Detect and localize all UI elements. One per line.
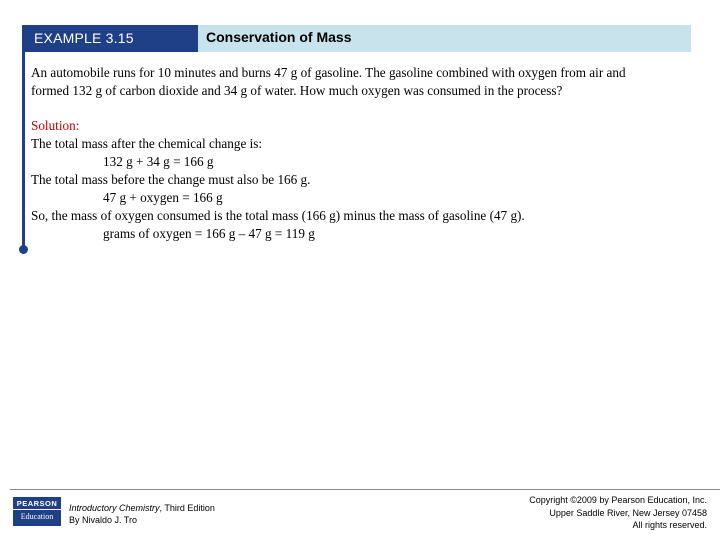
footer-divider [10, 489, 720, 490]
problem-line-2: formed 132 g of carbon dioxide and 34 g of water. How much oxygen was consumed in the process? [31, 83, 563, 98]
pearson-logo [13, 497, 61, 526]
logo-top-text: PEARSON [16, 499, 58, 508]
book-title-line [69, 502, 215, 514]
logo-bottom-text: Education [20, 512, 54, 521]
example-label: EXAMPLE 3.15 [34, 30, 134, 46]
solution-line-2: The total mass before the change must also be 166 g. [31, 172, 311, 187]
copyright-notice [529, 494, 707, 532]
accent-vertical-line [22, 52, 25, 248]
page-title: Conservation of Mass [206, 29, 352, 45]
copyright-line-2: Upper Saddle River, New Jersey 07458 [549, 507, 707, 518]
book-edition: , Third Edition [159, 503, 215, 513]
copyright-line-1: Copyright ©2009 by Pearson Education, Inc. [529, 495, 707, 505]
problem-line-1: An automobile runs for 10 minutes and burns 47 g of gasoline. The gasoline combined with oxygen from air and [31, 65, 626, 80]
solution-line-3: So, the mass of oxygen consumed is the total mass (166 g) minus the mass of gasoline (47 g). [31, 208, 525, 223]
book-author: By Nivaldo J. Tro [69, 515, 138, 525]
book-info [69, 502, 215, 526]
accent-dot [19, 245, 28, 254]
solution-equation-1: 132 g + 34 g = 166 g [103, 154, 214, 169]
solution-equation-3: grams of oxygen = 166 g – 47 g = 119 g [103, 226, 315, 241]
problem-statement [31, 64, 691, 100]
book-title: Introductory Chemistry [69, 503, 160, 513]
solution-heading: Solution: [31, 118, 80, 133]
logo-bar [13, 509, 61, 510]
solution-line-1: The total mass after the chemical change is: [31, 136, 263, 151]
solution-equation-2: 47 g + oxygen = 166 g [103, 190, 223, 205]
example-label-box [22, 25, 198, 52]
copyright-line-3: All rights reserved. [632, 520, 707, 530]
title-box [198, 25, 691, 52]
